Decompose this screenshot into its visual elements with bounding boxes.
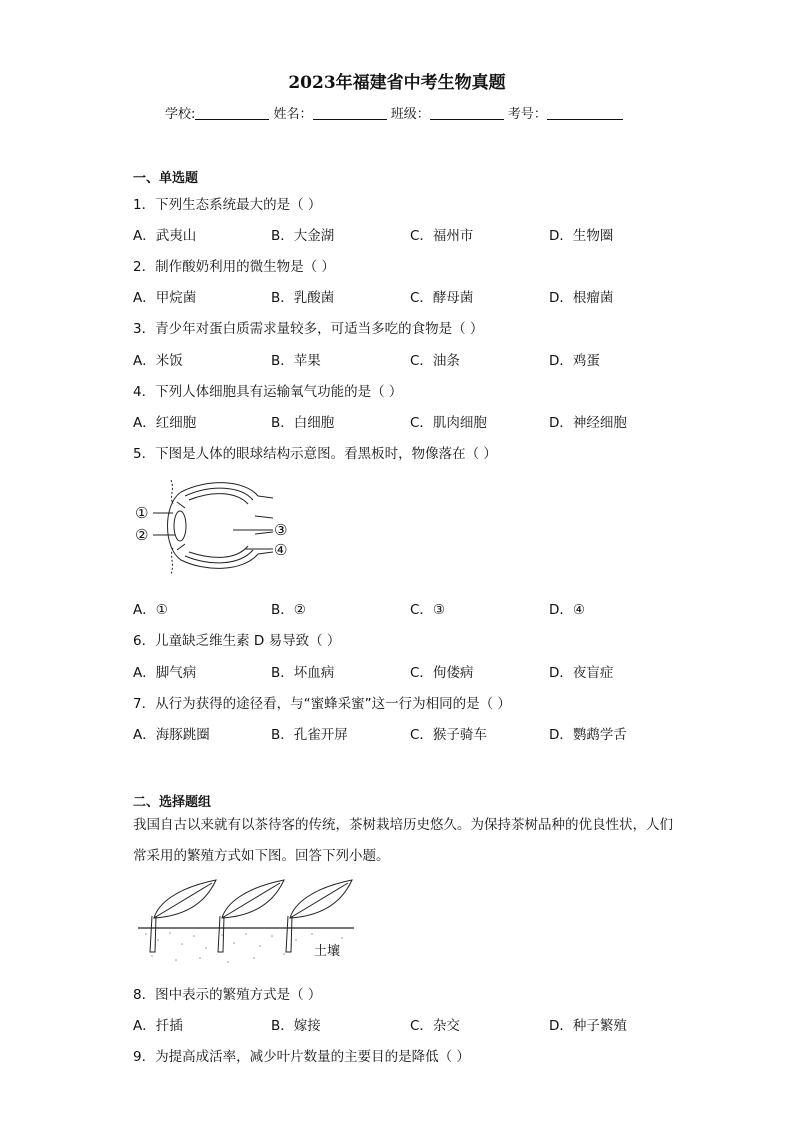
- class-label: 班级：: [390, 107, 430, 122]
- question-stem: 8．图中表示的繁殖方式是（ ）: [133, 987, 322, 1003]
- option-b[interactable]: B．白细胞: [271, 415, 335, 431]
- name-label: 姓名：: [273, 107, 313, 122]
- option-b[interactable]: B．坏血病: [271, 665, 335, 681]
- option-c[interactable]: C．猴子骑车: [410, 727, 487, 743]
- option-d[interactable]: D．④: [549, 602, 585, 618]
- eyelid-tissue: [171, 480, 173, 574]
- class-blank[interactable]: [430, 106, 504, 120]
- ciliary-body: [177, 502, 185, 550]
- eyeball-diagram: [133, 472, 303, 580]
- option-a[interactable]: A．米饭: [133, 353, 183, 369]
- question-stem: 3．青少年对蛋白质需求量较多，可适当多吃的食物是（ ）: [133, 321, 484, 337]
- option-c[interactable]: C．酵母菌: [410, 290, 474, 306]
- option-d[interactable]: D．根瘤菌: [549, 290, 614, 306]
- page-title: 2023年福建省中考生物真题: [288, 73, 506, 93]
- stem-cutting-3: [286, 916, 292, 952]
- exam-no-blank[interactable]: [547, 106, 623, 120]
- option-d[interactable]: D．种子繁殖: [549, 1018, 627, 1034]
- option-a[interactable]: A．红细胞: [133, 415, 197, 431]
- option-a[interactable]: A．海豚跳圈: [133, 727, 210, 743]
- option-a[interactable]: A．扦插: [133, 1018, 183, 1034]
- retina-outline: [189, 494, 248, 558]
- option-d[interactable]: D．鹦鹉学舌: [549, 727, 627, 743]
- option-b[interactable]: B．大金湖: [271, 228, 335, 244]
- option-a[interactable]: A．脚气病: [133, 665, 197, 681]
- question-stem: 9．为提高成活率，减少叶片数量的主要目的是降低（ ）: [133, 1049, 470, 1065]
- option-a[interactable]: A．武夷山: [133, 228, 197, 244]
- leaf-vein-2: [222, 883, 280, 918]
- question-stem: 2．制作酸奶利用的微生物是（ ）: [133, 259, 335, 275]
- option-b[interactable]: B．②: [271, 602, 306, 618]
- soil-label: 土壤: [314, 944, 341, 959]
- eye-label-3: ③: [274, 521, 288, 539]
- group-intro-paragraph: 我国自古以来就有以茶待客的传统，茶树栽培历史悠久。为保持茶树品种的优良性状，人们常采用的繁殖方式如下图。回答下列小题。: [133, 817, 673, 864]
- option-b[interactable]: B．苹果: [271, 353, 321, 369]
- option-b[interactable]: B．乳酸菌: [271, 290, 335, 306]
- exam-no-label: 考号：: [507, 107, 547, 122]
- option-b[interactable]: B．嫁接: [271, 1018, 321, 1034]
- option-c[interactable]: C．杂交: [410, 1018, 460, 1034]
- option-c[interactable]: C．肌肉细胞: [410, 415, 487, 431]
- option-c[interactable]: C．佝偻病: [410, 665, 474, 681]
- name-blank[interactable]: [313, 106, 387, 120]
- eye-label-1: ①: [135, 504, 149, 522]
- question-stem: 6．儿童缺乏维生素 D 易导致（ ）: [133, 633, 341, 649]
- option-c[interactable]: C．油条: [410, 353, 460, 369]
- section-heading-single-choice: 一、单选题: [133, 171, 199, 186]
- cutting-propagation-diagram: [136, 878, 358, 968]
- stem-cutting-2: [218, 916, 224, 952]
- stem-cutting-1: [150, 916, 156, 952]
- student-info-line: [165, 103, 623, 122]
- option-d[interactable]: D．生物圈: [549, 228, 614, 244]
- option-b[interactable]: B．孔雀开屏: [271, 727, 348, 743]
- question-stem: 4．下列人体细胞具有运输氧气功能的是（ ）: [133, 384, 403, 400]
- option-d[interactable]: D．鸡蛋: [549, 353, 600, 369]
- eye-label-2: ②: [135, 526, 149, 544]
- question-stem: 7．从行为获得的途径看，与“蜜蜂采蜜”这一行为相同的是（ ）: [133, 696, 511, 712]
- leaf-vein-1: [154, 883, 212, 918]
- leaf-vein-3: [290, 883, 348, 918]
- optic-nerve: [255, 496, 273, 554]
- question-stem: 5．下图是人体的眼球结构示意图。看黑板时，物像落在（ ）: [133, 446, 497, 462]
- section-heading-question-group: 二、选择题组: [133, 795, 212, 810]
- question-stem: 1．下列生态系统最大的是（ ）: [133, 197, 322, 213]
- option-d[interactable]: D．神经细胞: [549, 415, 627, 431]
- school-label: 学校:: [165, 107, 196, 122]
- option-c[interactable]: C．③: [410, 602, 446, 618]
- option-c[interactable]: C．福州市: [410, 228, 474, 244]
- school-blank[interactable]: [195, 106, 269, 120]
- option-d[interactable]: D．夜盲症: [549, 665, 614, 681]
- eye-label-4: ④: [274, 541, 288, 559]
- option-a[interactable]: A．①: [133, 602, 168, 618]
- lens: [174, 511, 186, 541]
- option-a[interactable]: A．甲烷菌: [133, 290, 197, 306]
